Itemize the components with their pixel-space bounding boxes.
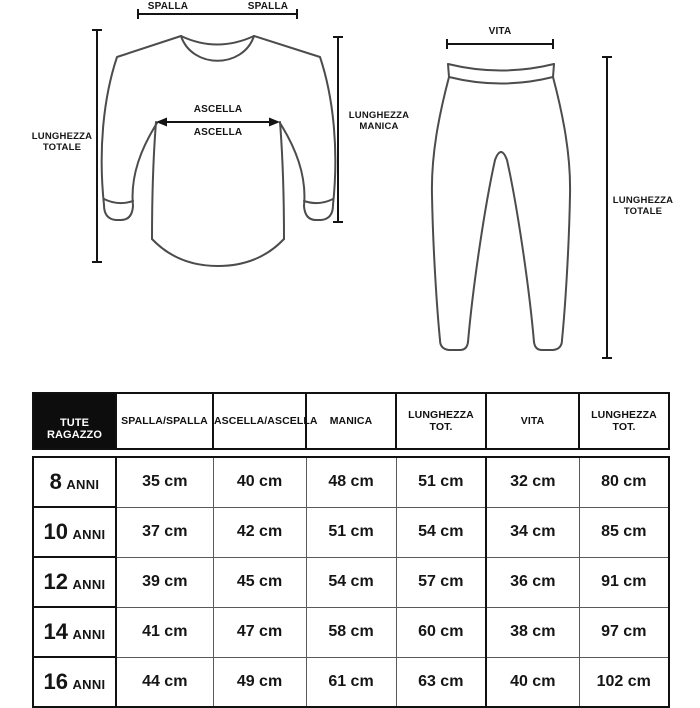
lunghezza-manica-label <box>344 110 414 132</box>
size-cell <box>33 557 116 607</box>
value-cell: 45 cm <box>213 557 306 607</box>
lunghezza-totale-pants-label <box>602 195 684 217</box>
size-age-number: 16 <box>43 669 69 694</box>
value-cell: 42 cm <box>213 507 306 557</box>
lunghezza-manica-line1: LUNGHEZZA <box>348 110 410 121</box>
size-age-word: ANNI <box>72 527 106 542</box>
size-table <box>32 392 668 708</box>
size-cell <box>33 507 116 557</box>
size-age-word: ANNI <box>72 677 106 692</box>
value-cell: 51 cm <box>396 457 486 507</box>
col-header-vita: VITA <box>486 393 579 449</box>
lunghezza-totale-shirt-line2: TOTALE <box>42 142 82 153</box>
size-table-body <box>32 456 670 708</box>
value-cell: 38 cm <box>486 607 579 657</box>
pants-outline <box>432 64 570 350</box>
value-cell: 44 cm <box>116 657 213 707</box>
value-cell: 63 cm <box>396 657 486 707</box>
value-cell: 48 cm <box>306 457 396 507</box>
value-cell: 102 cm <box>579 657 669 707</box>
size-age-number: 12 <box>43 569 69 594</box>
value-cell: 49 cm <box>213 657 306 707</box>
lunghezza-totale-shirt-line1: LUNGHEZZA <box>31 131 93 142</box>
value-cell: 39 cm <box>116 557 213 607</box>
value-cell: 36 cm <box>486 557 579 607</box>
size-cell <box>33 457 116 507</box>
ascella-bottom-label: ASCELLA <box>193 127 243 138</box>
value-cell: 60 cm <box>396 607 486 657</box>
value-cell: 54 cm <box>396 507 486 557</box>
size-age-number: 14 <box>43 619 69 644</box>
size-age-word: ANNI <box>72 577 106 592</box>
table-title-cell: TUTE RAGAZZO <box>33 393 116 449</box>
value-cell: 51 cm <box>306 507 396 557</box>
value-cell: 47 cm <box>213 607 306 657</box>
lunghezza-totale-pants-line2: TOTALE <box>623 206 663 217</box>
lunghezza-totale-pants-line1: LUNGHEZZA <box>612 195 674 206</box>
col-header-ascella: ASCELLA/ASCELLA <box>213 393 306 449</box>
sweatshirt-outline <box>102 36 336 266</box>
ascella-top-label: ASCELLA <box>193 104 243 115</box>
size-age-word: ANNI <box>66 477 100 492</box>
value-cell: 40 cm <box>486 657 579 707</box>
value-cell: 54 cm <box>306 557 396 607</box>
value-cell: 41 cm <box>116 607 213 657</box>
size-cell <box>33 607 116 657</box>
table-row <box>33 607 669 657</box>
lunghezza-totale-shirt-label <box>18 131 106 153</box>
value-cell: 97 cm <box>579 607 669 657</box>
spalla-left-label: SPALLA <box>147 1 189 12</box>
col-header-lunghezza-tot-pants: LUNGHEZZA TOT. <box>579 393 669 449</box>
header-row <box>33 393 669 449</box>
size-age-word: ANNI <box>72 627 106 642</box>
value-cell: 34 cm <box>486 507 579 557</box>
value-cell: 40 cm <box>213 457 306 507</box>
value-cell: 58 cm <box>306 607 396 657</box>
size-age-number: 10 <box>43 519 69 544</box>
value-cell: 35 cm <box>116 457 213 507</box>
measurement-lines <box>92 9 612 358</box>
value-cell: 32 cm <box>486 457 579 507</box>
table-row <box>33 457 669 507</box>
value-cell: 37 cm <box>116 507 213 557</box>
value-cell: 80 cm <box>579 457 669 507</box>
col-header-spalla: SPALLA/SPALLA <box>116 393 213 449</box>
col-header-lunghezza-tot-shirt: LUNGHEZZA TOT. <box>396 393 486 449</box>
size-age-number: 8 <box>49 469 62 494</box>
lunghezza-manica-line2: MANICA <box>359 121 399 132</box>
value-cell: 57 cm <box>396 557 486 607</box>
vita-label: VITA <box>488 26 512 37</box>
table-row <box>33 507 669 557</box>
value-cell: 85 cm <box>579 507 669 557</box>
size-table-header <box>32 392 670 450</box>
spalla-right-label: SPALLA <box>247 1 289 12</box>
value-cell: 61 cm <box>306 657 396 707</box>
value-cell: 91 cm <box>579 557 669 607</box>
col-header-manica: MANICA <box>306 393 396 449</box>
table-row <box>33 557 669 607</box>
